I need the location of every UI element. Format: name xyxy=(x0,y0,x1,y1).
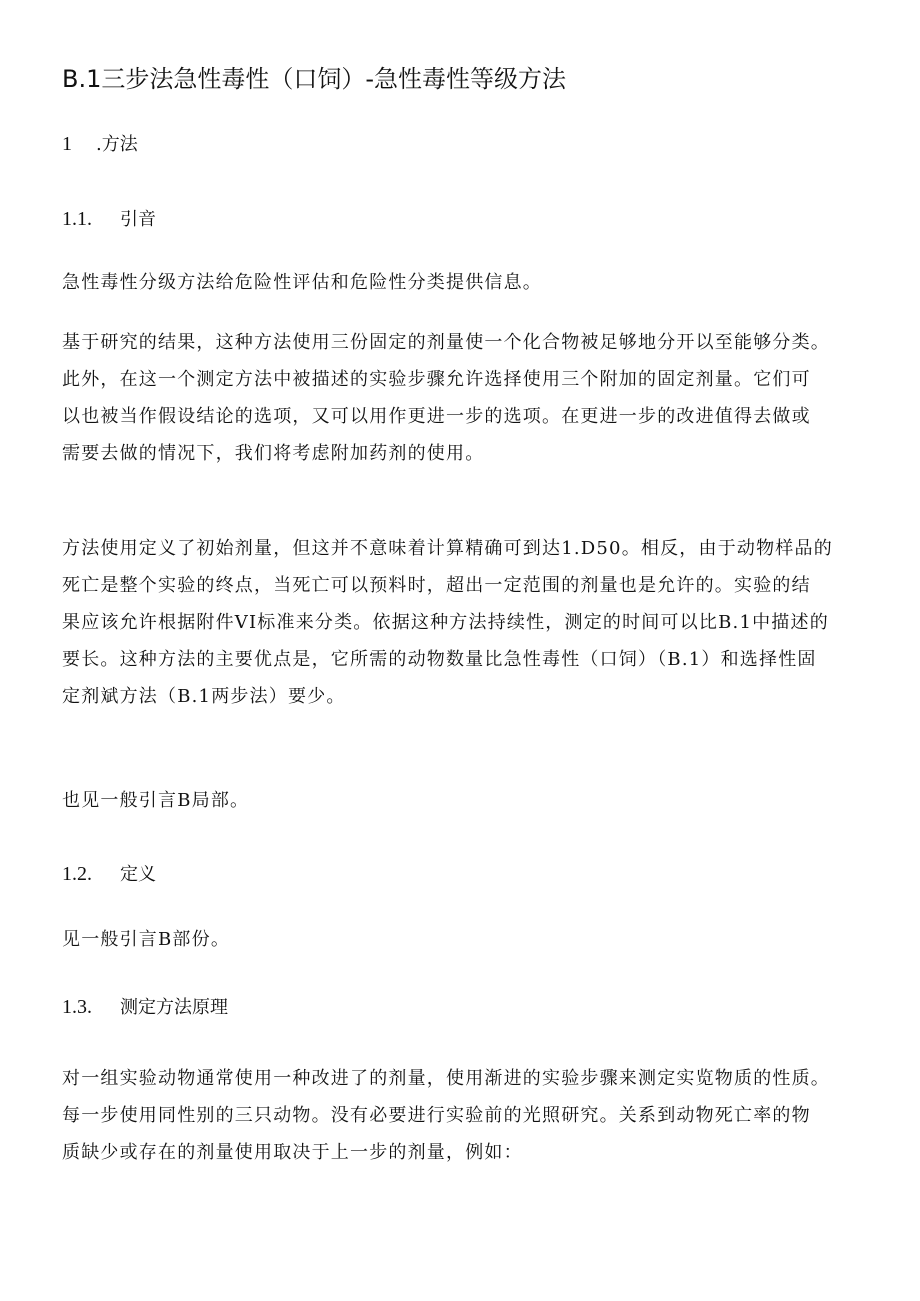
paragraph-line: 需要去做的情况下，我们将考虑附加药剂的使用。 xyxy=(62,443,485,464)
paragraph-line: 见一般引言B部份。 xyxy=(62,929,231,950)
paragraph-intro-dosage xyxy=(62,530,862,715)
section-1-1-heading xyxy=(62,205,156,234)
section-1-3-heading xyxy=(62,993,228,1022)
paragraph-line: 质缺少或存在的剂量使用取决于上一步的剂量，例如： xyxy=(62,1142,523,1163)
paragraph-line: 基于研究的结果，这种方法使用三份固定的剂量使一个化合物被足够地分开以至能够分类。 xyxy=(62,332,830,353)
paragraph-line: 定剂斌方法（B.1两步法）要少。 xyxy=(62,686,346,707)
section-1-label: .方法 xyxy=(96,134,138,155)
paragraph-intro-method xyxy=(62,324,862,472)
section-1-3-number: 1.3. xyxy=(62,996,92,1018)
paragraph-line: 也见一般引言B局部。 xyxy=(62,790,250,811)
paragraph-line: 方法使用定义了初始剂量，但这并不意味着计算精确可到达1.D50。相反，由于动物样品的 xyxy=(62,538,833,559)
paragraph-principle xyxy=(62,1060,862,1171)
section-1-heading xyxy=(62,130,138,159)
paragraph-intro-summary xyxy=(62,264,862,301)
paragraph-definition xyxy=(62,921,862,958)
document-title: B.1三步法急性毒性（口饲）-急性毒性等级方法 xyxy=(62,65,567,93)
paragraph-intro-reference xyxy=(62,782,862,819)
paragraph-line: 对一组实验动物通常使用一种改进了的剂量，使用渐进的实验步骤来测定实览物质的性质。 xyxy=(62,1068,830,1089)
paragraph-line: 每一步使用同性别的三只动物。没有必要进行实验前的光照研究。关系到动物死亡率的物 xyxy=(62,1105,811,1126)
section-1-2-heading xyxy=(62,860,156,889)
paragraph-line: 以也被当作假设结论的选项，又可以用作更进一步的选项。在更进一步的改进值得去做或 xyxy=(62,406,811,427)
section-1-2-label: 定义 xyxy=(120,864,156,885)
section-1-2-number: 1.2. xyxy=(62,863,92,885)
paragraph-line: 急性毒性分级方法给危险性评估和危险性分类提供信息。 xyxy=(62,272,542,293)
section-1-1-number: 1.1. xyxy=(62,208,92,230)
paragraph-line: 果应该允许根据附件VI标准来分类。依据这种方法持续性，测定的时间可以比B.1中描述的 xyxy=(62,612,829,633)
paragraph-line: 此外，在这一个测定方法中被描述的实验步骤允许选择使用三个附加的固定剂量。它们可 xyxy=(62,369,811,390)
section-1-number: 1 xyxy=(62,133,72,155)
section-1-1-label: 引音 xyxy=(120,209,156,230)
paragraph-line: 死亡是整个实验的终点，当死亡可以预料时，超出一定范围的剂量也是允许的。实验的结 xyxy=(62,575,811,596)
section-1-3-label: 测定方法原理 xyxy=(120,997,228,1018)
paragraph-line: 要长。这种方法的主要优点是，它所需的动物数量比急性毒性（口饲）（B.1）和选择性固 xyxy=(62,649,817,670)
